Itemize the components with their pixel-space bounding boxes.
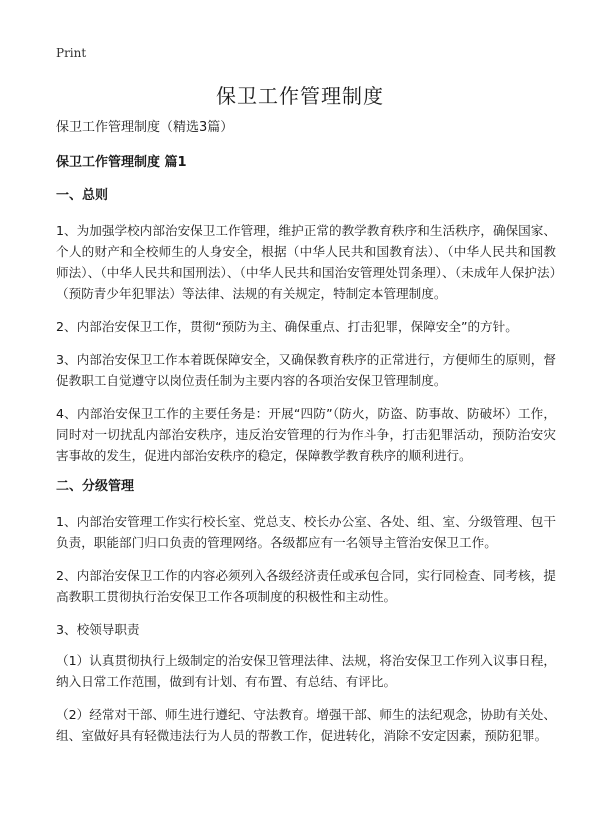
article-title: 保卫工作管理制度 篇1 [56, 155, 187, 170]
document-subtitle: 保卫工作管理制度（精选3篇） [56, 120, 234, 135]
print-link[interactable]: Print [56, 46, 87, 60]
paragraph-tiered-1: 1、内部治安管理工作实行校长室、党总支、校长办公室、各处、组、室、分级管理、包干负责，职能部门归口负责的管理网络。各级都应有一名领导主管治安保卫工作。 [56, 514, 556, 550]
paragraph-tiered-5: （2）经常对干部、师生进行遵纪、守法教育。增强干部、师生的法纪观念，协助有关处、组、室做好具有轻微违法行为人员的帮教工作，促进转化，消除不安定因素，预防犯罪。 [56, 707, 556, 743]
paragraph-general-3: 3、内部治安保卫工作本着既保障安全，又确保教育秩序的正常进行，方便师生的原则，督促教职工自觉遵守以岗位责任制为主要内容的各项治安保卫管理制度。 [56, 352, 556, 388]
section-heading-tiered-management: 二、分级管理 [56, 479, 135, 494]
paragraph-general-2: 2、内部治安保卫工作，贯彻“预防为主、确保重点、打击犯罪，保障安全”的方针。 [56, 319, 518, 334]
paragraph-general-4: 4、内部治安保卫工作的主要任务是：开展“四防”（防火，防盗、防事故、防破坏）工作，同时对一切扰乱内部治安秩序，违反治安管理的行为作斗争，打击犯罪活动，预防治安灾害事故的发生，促进内部治安秩序的稳定，保障教学教育秩序的顺利进行。 [56, 406, 556, 463]
paragraph-tiered-3: 3、校领导职责 [56, 622, 140, 637]
paragraph-tiered-2: 2、内部治安保卫工作的内容必须列入各级经济责任或承包合同，实行同检查、同考核，提高教职工贯彻执行治安保卫工作各项制度的积极性和主动性。 [56, 568, 556, 604]
document-body [56, 119, 556, 758]
paragraph-general-1: 1、为加强学校内部治安保卫工作管理，维护正常的教学教育秩序和生活秩序，确保国家、个人的财产和全校师生的人身安全，根据（中华人民共和国教育法）、（中华人民共和国教师法）、（中华人民共和国刑法）、（中华人民共和国治安管理处罚条理）、（未成年人保护法）（预防青少年犯罪法）等法律、法规的有关规定，特制定本管理制度。 [56, 223, 556, 301]
paragraph-tiered-4: （1）认真贯彻执行上级制定的治安保卫管理法律、法规，将治安保卫工作列入议事日程，纳入日常工作范围，做到有计划、有布置、有总结、有评比。 [56, 653, 556, 689]
section-heading-general: 一、总则 [56, 188, 109, 203]
page-title: 保卫工作管理制度 [216, 84, 384, 108]
